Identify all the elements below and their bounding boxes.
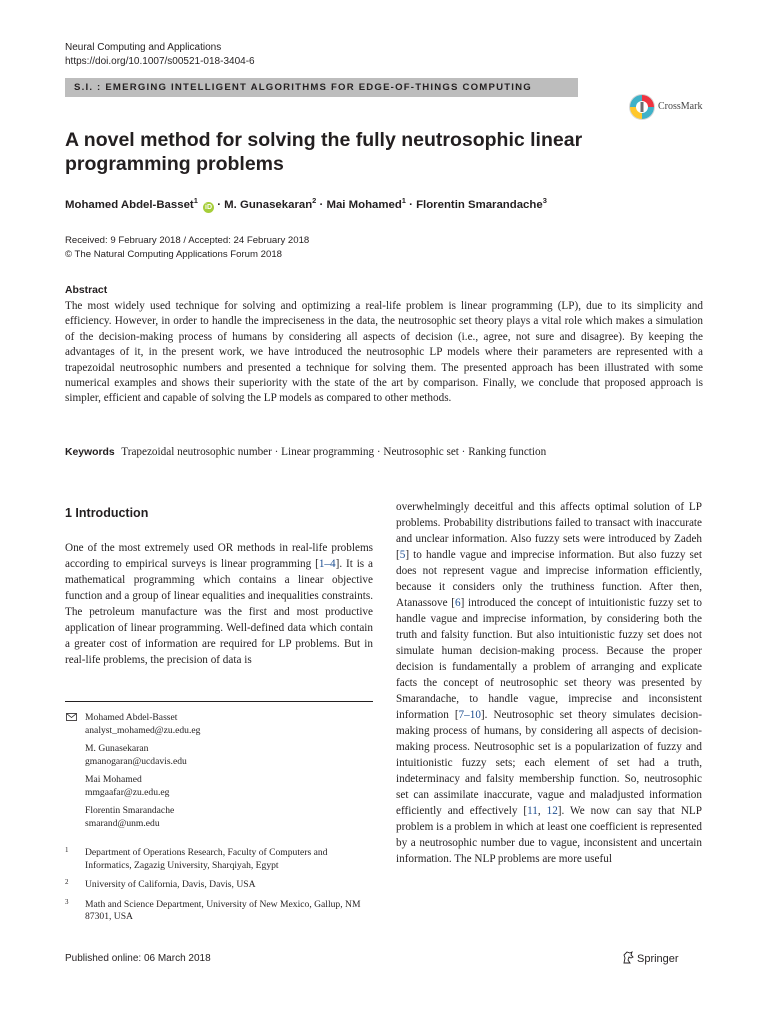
affiliation-text: Department of Operations Research, Faculty of Computers and Informatics, Zagazig University, Sharqiyah, Egypt	[85, 847, 328, 871]
author-separator: ·	[214, 198, 225, 211]
contact-email[interactable]: mmgaafar@zu.edu.eg	[85, 786, 170, 798]
affiliation-text: Math and Science Department, University of New Mexico, Gallup, NM 87301, USA	[85, 898, 361, 922]
affiliation-number: 1	[65, 846, 69, 854]
author-separator: ·	[316, 198, 327, 211]
affiliations	[65, 847, 373, 931]
author-affiliation-mark: 3	[542, 196, 547, 205]
journal-header	[65, 41, 255, 69]
body-text: ]. We now can say that NLP problem is a problem in which at least one coefficient is represented by a neutrosophic number due to vague, inconsistent and uncertain information. The NLP problems are more useful	[396, 805, 702, 865]
contact-entry	[65, 774, 373, 799]
citation-link[interactable]: 12	[546, 805, 558, 817]
footnote-divider	[65, 701, 373, 702]
body-text: ] introduced the concept of intuitionistic fuzzy set to handle vague and imprecise information, by considering both the truth and falsity function. But also intuitionistic fuzzy set does not simulate human decision-making process. Because the proper decision is fundamentally a problem of arranging and explicate facts the concept of neutrosophic set theory was presented by Smarandache, to handle vague, imprecise and inconsistent information [	[396, 597, 702, 721]
doi-link[interactable]: https://doi.org/10.1007/s00521-018-3404-6	[65, 56, 255, 67]
contact-entry	[65, 712, 373, 737]
citation-link[interactable]: 6	[455, 597, 461, 609]
citation-link[interactable]: 7–10	[458, 709, 481, 721]
body-text: ]. Neutrosophic set theory simulates decision-making process of humans, by considering all aspects of decision-making process. Neutrosophic set is a popularization of fuzzy and intuitionistic fuzzy sets; each element of set had a truth, indeterminacy and falsity membership function. So, neutrosophic set can assimilate inaccurate, vague and maladjusted information efficiently and effectively [	[396, 709, 702, 817]
abstract-heading: Abstract	[65, 285, 108, 296]
author-separator: ·	[405, 198, 417, 211]
body-text: ]. It is a mathematical programming which contains a linear objective function and a group of linear equalities and inequalities constraints. The petroleum manufacture was the first and most productive application of linear programming. Well-defined data which contain a greater cost of information are required for LP problems. But in real-life problems, the precision of data is	[65, 558, 373, 666]
body-text: One of the most extremely used OR methods in real-life problems according to empirical surveys is linear programming [	[65, 542, 373, 570]
author-name[interactable]: Mohamed Abdel-Basset	[65, 198, 194, 211]
affiliation-entry	[65, 899, 373, 924]
contact-entry	[65, 805, 373, 830]
keywords	[65, 446, 546, 458]
contact-name: Mohamed Abdel-Basset	[85, 712, 178, 723]
intro-right-column: overwhelmingly deceitful and this affects optimal solution of LP problems. Probability distributions failed to transact with inaccurate and unclear information. Also fuzzy sets were introduced by Zadeh [5] to handle vague and imprecise information. But also fuzzy set does not represent vague and imprecise information efficiently, because it considers only the truthiness function. After then, Atanassove [6] introduced the concept of intuitionistic fuzzy set to handle vague and imprecise information, by considering both the truth and falsity function. But also intuitionistic fuzzy set does not simulate human decision-making process. Because the proper decision is fundamentally a problem of arranging and explicate facts the concept of neutrosophic set theory was presented by Smarandache, to handle vague, imprecise and inconsistent information [7–10]. Neutrosophic set theory simulates decision-making process of humans, by considering all aspects of decision-making process. Neutrosophic set is a popularization of fuzzy and intuitionistic fuzzy sets; each element of set had a truth, indeterminacy and falsity membership function. So, neutrosophic set can assimilate inaccurate, vague and maladjusted information efficiently and effectively [11, 12]. We now can say that NLP problem is a problem in which at least one coefficient is represented by a neutrosophic number due to vague, inconsistent and uncertain information. The NLP problems are more useful	[396, 501, 702, 865]
affiliation-entry	[65, 879, 373, 892]
contact-name: Mai Mohamed	[85, 774, 142, 785]
corresponding-contacts	[65, 712, 373, 836]
received-accepted: Received: 9 February 2018 / Accepted: 24 February 2018	[65, 235, 310, 246]
section-heading-introduction: 1 Introduction	[65, 506, 149, 520]
affiliation-number: 3	[65, 897, 69, 906]
crossmark-label: CrossMark	[658, 101, 703, 112]
abstract-text: The most widely used technique for solving and optimizing a real-life problem is linear programming (LP), due to its simplicity and efficiency. However, in order to handle the impreciseness in the data, the neutrosophic set theory plays a vital role which makes a simulation of the decision-making process of humans by considering all aspects of decision (i.e., agree, not sure and disagree). By keeping the advantages of it, in the present work, we have introduced the neutrosophic LP models where their parameters are represented with a trapezoidal neutrosophic numbers and presented a technique for solving them. The presented approach has been illustrated with some numerical examples and shows their superiority with the state of the art by comparison. Finally, we conclude that proposed approach is simpler, efficient and capable of solving the LP models as compared to other methods.	[65, 300, 703, 405]
body-text: ] to handle vague and imprecise information. But also fuzzy set does not represent vague and imprecise information efficiently, because it considers only the truthiness function. After then, Atanassove [	[396, 549, 702, 609]
body-text: overwhelmingly deceitful and this affects optimal solution of LP problems. Probability distributions failed to transact with inaccurate and unclear information. Also fuzzy sets were introduced by Zadeh [	[396, 501, 702, 561]
crossmark-icon	[628, 93, 656, 121]
springer-horse-icon	[622, 951, 634, 964]
publication-dates	[65, 234, 309, 262]
author-name[interactable]: Florentin Smarandache	[416, 198, 543, 211]
citation-link[interactable]: 11	[527, 805, 538, 817]
keywords-heading: Keywords	[65, 447, 115, 458]
springer-logo	[622, 951, 679, 965]
copyright-line: © The Natural Computing Applications Forum 2018	[65, 249, 283, 260]
contact-email[interactable]: gmanogaran@ucdavis.edu	[85, 755, 187, 767]
paper-title: A novel method for solving the fully neutrosophic linear programming problems	[65, 129, 583, 175]
published-online-date: Published online: 06 March 2018	[65, 953, 211, 964]
author-affiliation-mark: 1	[193, 196, 198, 205]
contact-email[interactable]: smarand@unm.edu	[85, 817, 160, 829]
citation-link[interactable]: 1–4	[318, 558, 336, 570]
author-affiliation-mark: 2	[312, 196, 317, 205]
author-name[interactable]: M. Gunasekaran	[224, 198, 313, 211]
author-name[interactable]: Mai Mohamed	[326, 198, 402, 211]
author-affiliation-mark: 1	[401, 196, 406, 205]
publisher-name: Springer	[637, 953, 679, 965]
affiliation-entry	[65, 847, 373, 872]
contact-name: M. Gunasekaran	[85, 743, 149, 754]
contact-entry	[65, 743, 373, 768]
contact-email[interactable]: analyst_mohamed@zu.edu.eg	[85, 724, 201, 736]
keywords-text: Trapezoidal neutrosophic number · Linear programming · Neutrosophic set · Ranking function	[121, 446, 547, 458]
citation-link[interactable]: 5	[399, 549, 406, 561]
envelope-icon	[66, 713, 77, 721]
journal-name: Neural Computing and Applications	[65, 42, 222, 53]
crossmark-badge[interactable]	[628, 93, 703, 123]
author-list	[65, 196, 547, 213]
contact-name: Florentin Smarandache	[85, 805, 175, 816]
affiliation-number: 2	[65, 878, 69, 886]
special-issue-banner: S.I. : EMERGING INTELLIGENT ALGORITHMS FOR EDGE-OF-THINGS COMPUTING	[65, 78, 578, 97]
intro-left-column	[65, 540, 373, 668]
orcid-icon[interactable]: iD	[205, 203, 213, 211]
affiliation-text: University of California, Davis, Davis, USA	[85, 879, 256, 890]
